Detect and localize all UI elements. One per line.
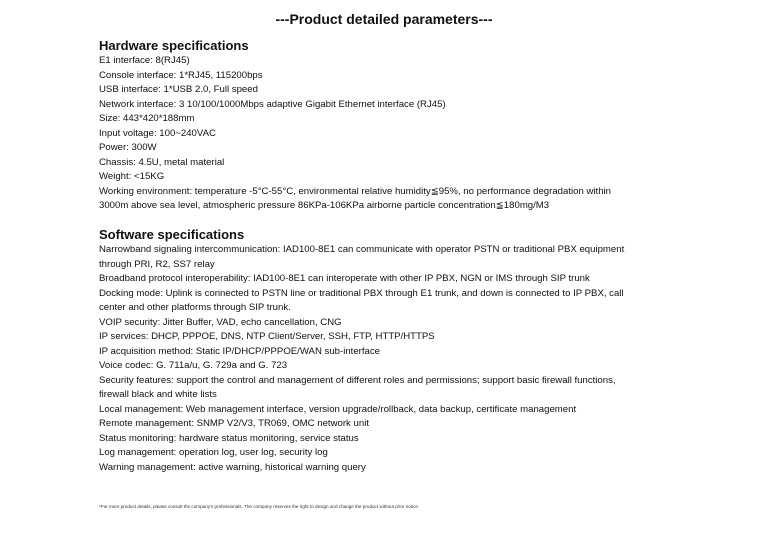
hardware-spec-line: Size: 443*420*188mm xyxy=(99,113,195,124)
software-spec-line: Docking mode: Uplink is connected to PSTN line or traditional PBX through E1 trunk, and down is connected to IP PBX, call xyxy=(99,287,624,299)
software-spec-list xyxy=(99,243,679,475)
software-spec-line: Remote management: SNMP V2/V3, TR069, OMC network unit xyxy=(99,418,369,429)
software-spec-line: Warning management: active warning, historical warning query xyxy=(99,461,366,473)
software-section xyxy=(99,227,679,475)
software-spec-line: Local management: Web management interface, version upgrade/rollback, data backup, certificate management xyxy=(99,403,577,415)
hardware-spec-line: Chassis: 4.5U, metal material xyxy=(99,156,225,168)
hardware-spec-line: 3000m above sea level, atmospheric pressure 86KPa-106KPa airborne particle concentration≦180mg/M3 xyxy=(99,200,550,211)
software-spec-line: IP services: DHCP, PPPOE, DNS, NTP Client/Server, SSH, FTP, HTTP/HTTPS xyxy=(99,331,435,342)
software-spec-line: center and other platforms through SIP trunk. xyxy=(99,302,291,313)
hardware-spec-line: Weight: <15KG xyxy=(99,171,165,182)
hardware-spec-line: Console interface: 1*RJ45, 115200bps xyxy=(99,69,263,81)
hardware-spec-line: USB interface: 1*USB 2.0, Full speed xyxy=(99,84,258,95)
software-heading: Software specifications xyxy=(99,227,245,242)
hardware-spec-line: Working environment: temperature -5°C-55°C, environmental relative humidity≦95%, no performance degradation within xyxy=(99,185,611,197)
software-spec-line: through PRI, R2, SS7 relay xyxy=(99,258,215,270)
software-spec-line: VOIP security: Jitter Buffer, VAD, echo cancellation, CNG xyxy=(99,316,342,328)
page-title: ---Product detailed parameters--- xyxy=(275,11,493,27)
software-spec-line: Security features: support the control and management of different roles and permissions; support basic firewall functions, xyxy=(99,374,616,386)
hardware-spec-list xyxy=(99,54,679,214)
software-spec-line: IP acquisition method: Static IP/DHCP/PPPOE/WAN sub-interface xyxy=(99,345,380,357)
software-spec-line: firewall black and white lists xyxy=(99,389,217,400)
hardware-heading: Hardware specifications xyxy=(99,38,249,53)
software-spec-line: Status monitoring: hardware status monitoring, service status xyxy=(99,432,359,444)
hardware-spec-line: Network interface: 3 10/100/1000Mbps adaptive Gigabit Ethernet interface (RJ45) xyxy=(99,98,446,110)
software-spec-line: Narrowband signaling intercommunication: IAD100-8E1 can communicate with operator PSTN or traditional PBX equipment xyxy=(99,244,625,255)
software-spec-line: Log management: operation log, user log, security log xyxy=(99,447,328,458)
software-spec-line: Voice codec: G. 711a/u, G. 729a and G. 723 xyxy=(99,360,288,371)
footnote: *For more product details, please consult the company's professionals. The company reserves the right to design and change the product without prior notice. xyxy=(99,504,420,509)
hardware-section xyxy=(99,38,679,214)
hardware-spec-line: Input voltage: 100~240VAC xyxy=(99,127,216,139)
software-spec-line: Broadband protocol interoperability: IAD100-8E1 can interoperate with other IP PBX, NGN or IMS through SIP trunk xyxy=(99,273,590,284)
hardware-spec-line: E1 interface: 8(RJ45) xyxy=(99,55,190,66)
hardware-spec-line: Power: 300W xyxy=(99,142,157,153)
